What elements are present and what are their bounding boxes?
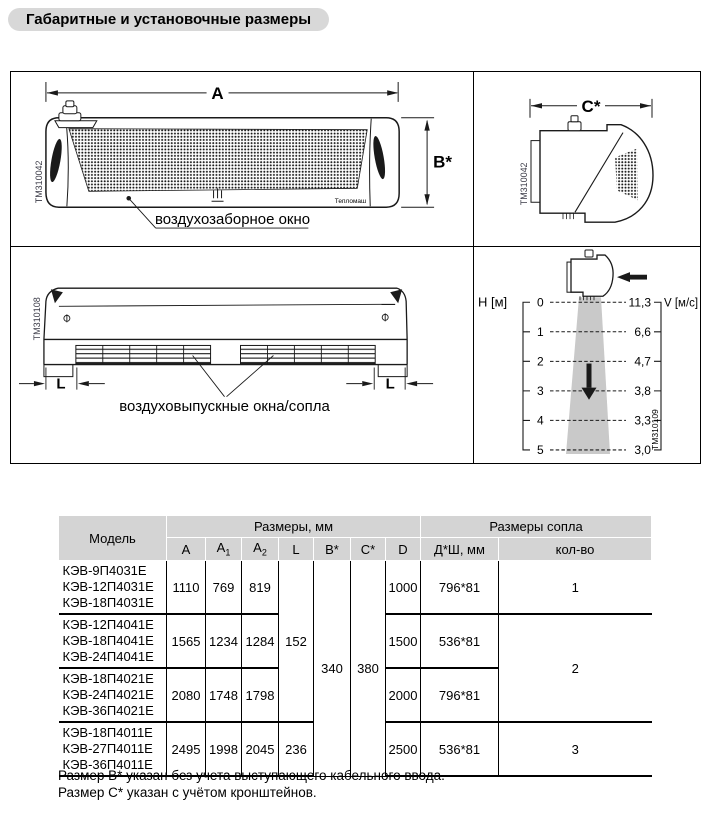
h-tick-labels (537, 295, 544, 457)
side-view-svg (474, 72, 700, 246)
svg-text:6,6: 6,6 (634, 324, 651, 339)
svg-text:3: 3 (537, 383, 544, 398)
col-group-nozzle: Размеры сопла (421, 516, 652, 538)
cell-a: 1110 (167, 561, 206, 615)
tm-number-side: TM310042 (518, 162, 530, 206)
cell-a1: 769 (206, 561, 242, 615)
side-intake-comb (563, 213, 574, 219)
left-cap-wedge (51, 289, 63, 303)
tm-number-bottom: TM310108 (31, 297, 42, 341)
h-axis-bracket (523, 302, 530, 450)
cell-nozzle: 796*81 (421, 561, 499, 615)
drawings-panel (10, 71, 701, 464)
dim-l-left-label: L (56, 375, 66, 393)
svg-text:3,0: 3,0 (634, 442, 651, 457)
mounting-bracket (531, 141, 540, 203)
cell-models: КЭВ-18П4021Е КЭВ-24П4021Е КЭВ-36П4021Е (59, 668, 167, 722)
side-cable-gland (568, 116, 581, 131)
svg-text:5: 5 (537, 442, 544, 457)
footnotes (58, 767, 445, 801)
svg-text:3,3: 3,3 (634, 413, 651, 428)
footnote-c: Размер C* указан с учётом кронштейнов. (58, 785, 317, 800)
col-header-qty: кол-во (499, 538, 652, 561)
col-header-b: B* (314, 538, 351, 561)
cell-d: 2500 (386, 722, 421, 776)
svg-text:4,7: 4,7 (634, 354, 651, 369)
bottom-view-svg (11, 247, 473, 463)
airflow-svg (474, 247, 700, 463)
cell-a: 1565 (167, 614, 206, 668)
svg-text:3,8: 3,8 (634, 383, 651, 398)
col-header-a: A (167, 538, 206, 561)
right-cap-wedge (390, 289, 402, 303)
svg-text:11,3: 11,3 (628, 295, 651, 310)
front-caption: воздухозаборное окно (154, 211, 311, 229)
cell-nozzle: 796*81 (421, 668, 499, 722)
cell-qty: 2 (499, 614, 652, 722)
dim-c-label: C* (581, 96, 601, 116)
v-axis-label: V [м/с] (664, 297, 699, 310)
mounting-tabs (44, 365, 407, 377)
front-view-svg (11, 72, 473, 246)
cell-d: 1000 (386, 561, 421, 615)
cable-gland (55, 101, 97, 128)
dimensions-table (58, 515, 652, 777)
brand-text: Тепломаш (334, 198, 367, 206)
cell-a2: 2045 (242, 722, 279, 776)
cell-a1: 1234 (206, 614, 242, 668)
cell-a1: 1748 (206, 668, 242, 722)
screw-heads (64, 313, 388, 322)
cell-qty: 1 (499, 561, 652, 615)
dim-a-label: A (211, 83, 224, 103)
cell-nozzle: 536*81 (421, 722, 499, 776)
svg-text:4: 4 (537, 413, 544, 428)
fold-line (59, 304, 395, 306)
unit-pictogram (567, 250, 613, 300)
cell-qty: 3 (499, 722, 652, 776)
cell-a2: 1284 (242, 614, 279, 668)
side-view-drawing (474, 72, 700, 247)
col-header-c: C* (351, 538, 386, 561)
cell-nozzle: 536*81 (421, 614, 499, 668)
svg-text:0: 0 (537, 295, 544, 310)
outlet-grilles (76, 345, 375, 363)
tm-number-airflow: TM310109 (650, 409, 660, 450)
cell-a1: 1998 (206, 722, 242, 776)
col-header-a2: $A_2$ (242, 538, 279, 561)
page-title-text: Габаритные и установочные размеры (26, 11, 312, 28)
bottom-view-drawing (11, 247, 474, 463)
cell-b: 340 (314, 561, 351, 777)
bottom-caption: воздуховыпускные окна/сопла (119, 397, 330, 415)
col-header-l: L (279, 538, 314, 561)
airflow-diagram (474, 247, 700, 463)
intake-direction-arrow-icon (617, 272, 647, 282)
cell-l: 236 (279, 722, 314, 776)
dim-b-label: B* (433, 152, 452, 172)
cell-models: КЭВ-9П4031Е КЭВ-12П4031Е КЭВ-18П4031Е (59, 561, 167, 615)
dim-b-lines (401, 118, 434, 207)
cell-a2: 1798 (242, 668, 279, 722)
svg-text:2: 2 (537, 354, 544, 369)
cell-d: 2000 (386, 668, 421, 722)
col-group-dimensions: Размеры, мм (167, 516, 421, 538)
dim-l-lines (19, 368, 433, 390)
cell-models: КЭВ-18П4011Е КЭВ-27П4011Е КЭВ-36П4011Е (59, 722, 167, 776)
intake-grille (69, 129, 367, 192)
cell-d: 1500 (386, 614, 421, 668)
cell-a: 2495 (167, 722, 206, 776)
col-header-nozzle-size: Д*Ш, мм (421, 538, 499, 561)
front-view-drawing (11, 72, 474, 247)
footnote-b: Размер B* указан без учета выступающего кабельного ввода. (58, 768, 445, 783)
svg-text:1: 1 (537, 324, 544, 339)
cell-a: 2080 (167, 668, 206, 722)
cell-l: 152 (279, 561, 314, 723)
cell-a2: 819 (242, 561, 279, 615)
table-row-group-1 (59, 561, 652, 615)
col-header-a1: $A_1$ (206, 538, 242, 561)
col-header-d: D (386, 538, 421, 561)
col-header-model: Модель (59, 516, 167, 561)
page-title (8, 8, 329, 31)
v-tick-labels (629, 295, 652, 457)
cell-c: 380 (351, 561, 386, 777)
dim-l-right-label: L (385, 375, 395, 393)
tm-number-front: TM310042 (33, 160, 44, 204)
cell-models: КЭВ-12П4041Е КЭВ-18П4041Е КЭВ-24П4041Е (59, 614, 167, 668)
h-axis-label: H [м] (478, 294, 508, 310)
